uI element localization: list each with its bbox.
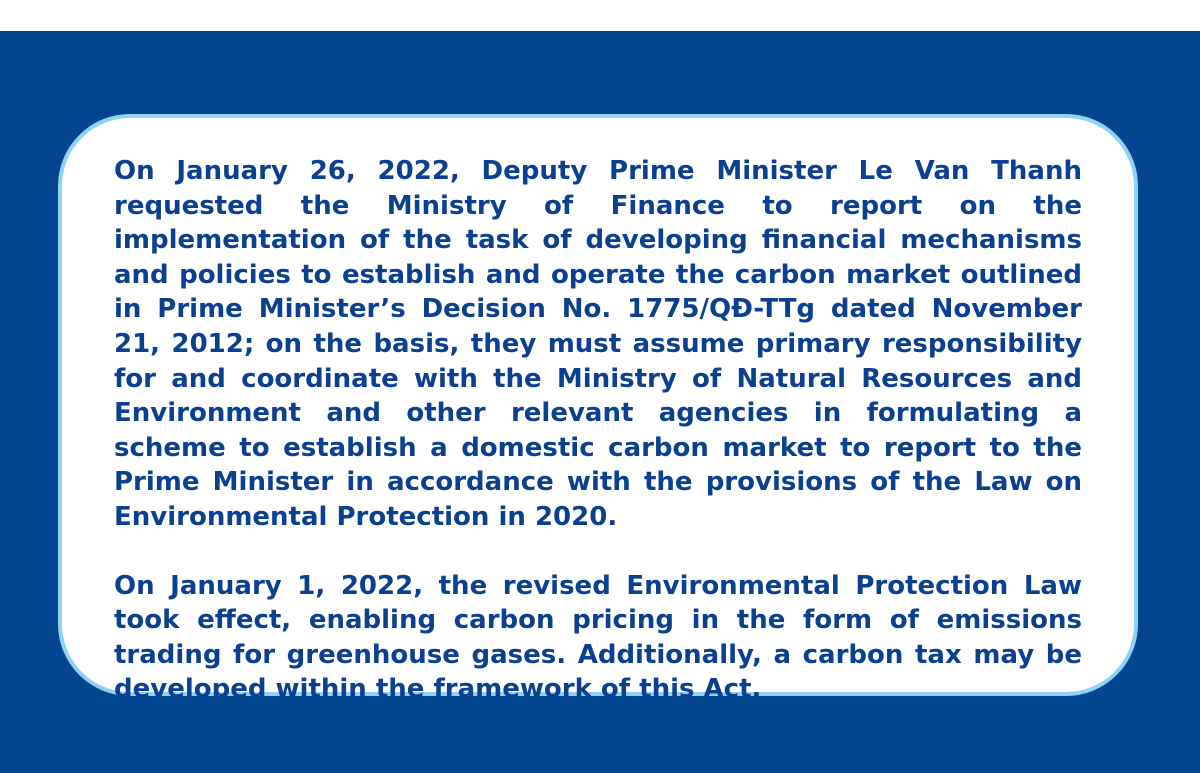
text-card (58, 114, 1138, 705)
paragraph-carbon-market-request: On January 26, 2022, Deputy Prime Minister Le Van Thanh requested the Ministry of Finance to report on the implementation of the task of developing financial mechanisms and policies to establish and operate the carbon market outlined in Prime Minister’s Decision No. 1775/QĐ-TTg dated November 21, 2012; on the basis, they must assume primary responsibility for and coordinate with the Ministry of Natural Resources and Environment and other relevant agencies in formulating a scheme to establish a domestic carbon market to report to the Prime Minister in accordance with the provisions of the Law on Environmental Protection in 2020. (114, 156, 1082, 532)
paragraph-environmental-law: On January 1, 2022, the revised Environmental Protection Law took effect, enabling carbon pricing in the form of emissions trading for greenhouse gases. Additionally, a carbon tax may be developed within the framework of this Act. (114, 570, 1082, 705)
